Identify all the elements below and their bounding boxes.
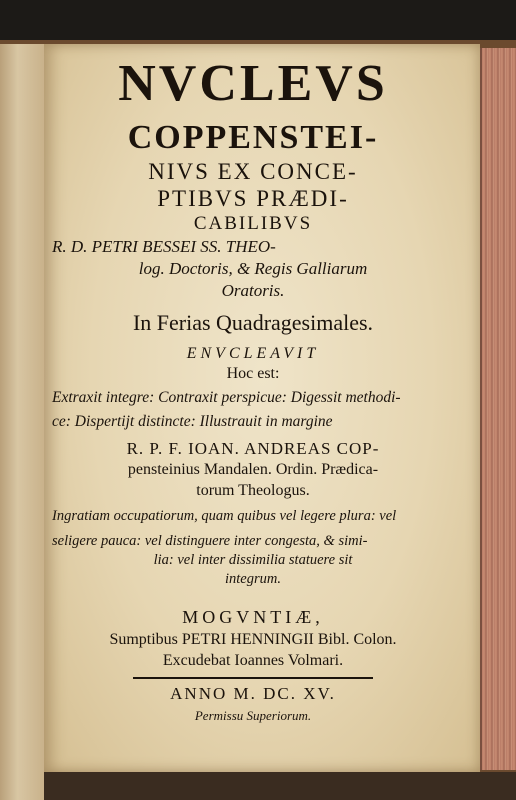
title-line-5: CABILIBVS	[193, 213, 313, 234]
subject-line: In Ferias Quadragesimales.	[132, 310, 374, 335]
imprint-publisher: Sumptibus PETRI HENNINGII Bibl. Colon.	[109, 631, 397, 648]
right-page-edges	[480, 48, 516, 770]
purpose-line-2: seligere pauca: vel distinguere inter congesta, & simi-	[52, 533, 368, 549]
editor-line-2: pensteinius Mandalen. Ordin. Prædica-	[127, 461, 379, 478]
title-line-1: NVCLEVS	[118, 55, 388, 112]
imprint-printer: Excudebat Ioannes Volmari.	[162, 652, 344, 669]
imprint-rule	[133, 677, 373, 679]
title-line-2: COPPENSTEI-	[127, 119, 379, 156]
imprint-permission: Permissu Superiorum.	[194, 708, 312, 723]
left-page-edge	[0, 44, 46, 800]
title-line-3: NIVS EX CONCE-	[148, 159, 358, 184]
purpose-line-1: Ingratiam occupatiorum, quam quibus vel legere plura: vel	[52, 508, 397, 524]
book-bottom-shadow	[44, 772, 516, 800]
title-page-text	[52, 55, 454, 725]
author-line-1: R. D. PETRI BESSEI SS. THEO-	[52, 237, 276, 256]
imprint-year: ANNO M. DC. XV.	[170, 684, 336, 703]
method-line-2: ce: Dispertijt distincte: Illustrauit in margine	[52, 413, 333, 430]
purpose-line-4: integrum.	[225, 571, 281, 587]
editor-line-3: torum Theologus.	[196, 482, 310, 499]
author-line-2: log. Doctoris, & Regis Galliarum	[138, 259, 368, 278]
author-line-3: Oratoris.	[221, 281, 285, 300]
editor-line-1: R. P. F. IOAN. ANDREAS COP-	[126, 439, 380, 458]
imprint-city: MOGVNTIÆ,	[182, 607, 324, 627]
enucleavit-heading: ENVCLEAVIT	[186, 345, 320, 362]
hoc-est-line: Hoc est:	[226, 365, 280, 382]
title-line-4: PTIBVS PRÆDI-	[157, 186, 349, 211]
purpose-line-3: lia: vel inter dissimilia statuere sit	[153, 552, 353, 568]
method-line-1: Extraxit integre: Contraxit perspicue: Digessit methodi-	[52, 389, 401, 406]
